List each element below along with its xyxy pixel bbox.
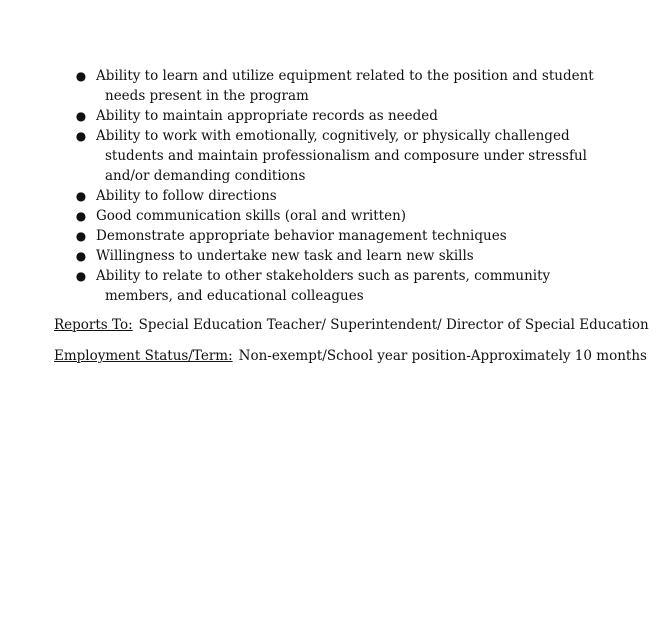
reports-to-field [54,315,649,335]
list-item: ● Ability to work with emotionally, cognitively, or physically challenged students and maintain professionalism and composure under stressful and/or demanding conditions [75,128,587,184]
list-item: ● Ability to maintain appropriate records as needed [75,108,438,124]
bullet-icon: ● [75,229,87,243]
list-item: ● Good communication skills (oral and written) [75,208,407,224]
list-item: ● Demonstrate appropriate behavior management techniques [75,228,507,244]
bullet-icon: ● [75,69,87,83]
list-item: ● Willingness to undertake new task and learn new skills [75,248,474,264]
employment-status-value: Non-exempt/School year position-Approximately 10 months [238,348,647,364]
bullet-icon: ● [75,129,87,143]
bullet-icon: ● [75,209,87,223]
reports-to-label: Reports To: [54,317,133,333]
bullet-icon: ● [75,109,87,123]
qualifications-list [74,66,622,306]
bullet-icon: ● [75,249,87,263]
list-item: ● Ability to relate to other stakeholders such as parents, community members, and educational colleagues [75,268,551,304]
bullet-icon: ● [75,269,87,283]
list-item: ● Ability to learn and utilize equipment related to the position and student needs present in the program [75,68,594,104]
bullet-icon: ● [75,189,87,203]
employment-status-label: Employment Status/Term: [54,348,233,364]
list-item: ● Ability to follow directions [75,188,277,204]
employment-status-field [54,346,647,366]
reports-to-value: Special Education Teacher/ Superintendent/ Director of Special Education [138,317,649,333]
